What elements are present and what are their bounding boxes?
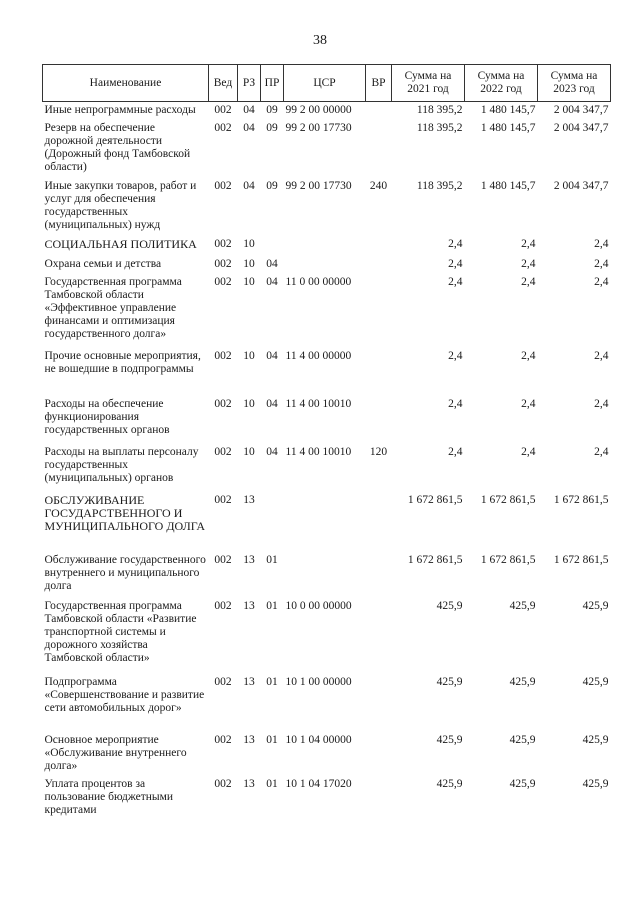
row-sum-2022: 425,9 (509, 733, 536, 746)
row-name: Государственная программа Тамбовской области «Развитие транспортной системы и дорожного хозяйства Тамбовской области» (44, 599, 197, 664)
row-sum-2021: 2,4 (448, 275, 463, 288)
row-sum-2023: 2,4 (594, 445, 609, 458)
header-pr: ПР (261, 65, 284, 102)
row-ved: 002 (214, 121, 232, 134)
row-sum-2023: 1 672 861,5 (553, 553, 609, 566)
row-sum-2022: 2,4 (521, 275, 536, 288)
row-ved: 002 (214, 349, 232, 362)
row-ved: 002 (214, 275, 232, 288)
row-ved: 002 (214, 599, 232, 612)
header-sum-2023: Сумма на 2023 год (538, 65, 611, 102)
table-row (43, 776, 611, 826)
row-ved: 002 (214, 777, 232, 790)
row-vr (366, 674, 392, 732)
row-sum-2021: 2,4 (448, 257, 463, 270)
header-sum-2022: Сумма на 2022 год (465, 65, 538, 102)
table-row (43, 674, 611, 732)
table-row (43, 178, 611, 236)
table-row (43, 256, 611, 274)
header-ved: Вед (209, 65, 238, 102)
row-vr (366, 256, 392, 274)
row-name: Иные закупки товаров, работ и услуг для обеспечения государственных (муниципальных) нужд (44, 179, 197, 231)
row-rz: 13 (243, 553, 255, 566)
row-name: Уплата процентов за пользование бюджетными кредитами (44, 777, 174, 816)
row-csr: 10 1 00 00000 (285, 675, 352, 688)
row-name: Иные непрограммные расходы (44, 104, 196, 116)
row-sum-2021: 1 672 861,5 (407, 493, 463, 506)
row-sum-2021: 118 395,2 (416, 121, 463, 134)
row-csr (284, 236, 366, 256)
row-sum-2022: 2,4 (521, 397, 536, 410)
row-rz: 13 (243, 675, 255, 688)
table-row (43, 732, 611, 776)
row-pr (261, 492, 284, 552)
row-pr: 04 (266, 445, 278, 458)
row-pr: 01 (266, 675, 278, 688)
table-row (43, 120, 611, 178)
row-csr: 10 1 04 17020 (285, 777, 352, 790)
table-row (43, 396, 611, 444)
header-sum-2021: Сумма на 2021 год (392, 65, 465, 102)
row-sum-2021: 2,4 (448, 237, 463, 250)
row-sum-2022: 2,4 (521, 445, 536, 458)
row-sum-2022: 1 480 145,7 (480, 104, 536, 116)
row-ved: 002 (214, 445, 232, 458)
row-sum-2023: 425,9 (582, 599, 609, 612)
row-vr (366, 236, 392, 256)
row-sum-2023: 2,4 (594, 397, 609, 410)
row-vr (366, 396, 392, 444)
row-sum-2021: 1 672 861,5 (407, 553, 463, 566)
row-sum-2022: 1 672 861,5 (480, 553, 536, 566)
row-pr: 04 (266, 275, 278, 288)
page-number: 38 (313, 33, 327, 48)
row-sum-2021: 425,9 (436, 777, 463, 790)
row-name: СОЦИАЛЬНАЯ ПОЛИТИКА (44, 236, 197, 251)
table-row (43, 236, 611, 256)
row-name: Подпрограмма «Совершенствование и развитие сети автомобильных дорог» (44, 675, 205, 714)
table-row (43, 274, 611, 348)
row-sum-2021: 118 395,2 (416, 104, 463, 116)
row-sum-2023: 2,4 (594, 237, 609, 250)
row-ved: 002 (214, 257, 232, 270)
row-rz: 10 (243, 397, 255, 410)
row-sum-2021: 2,4 (448, 397, 463, 410)
row-rz: 10 (243, 237, 255, 250)
table-row (43, 598, 611, 674)
row-name: Государственная программа Тамбовской области «Эффективное управление финансами и оптимизация государственного долга» (44, 275, 182, 340)
row-vr (366, 732, 392, 776)
table-row (43, 552, 611, 598)
row-pr (261, 236, 284, 256)
row-name: Резерв на обеспечение дорожной деятельности (Дорожный фонд Тамбовской области) (44, 121, 191, 173)
row-rz: 10 (243, 275, 255, 288)
row-sum-2021: 425,9 (436, 599, 463, 612)
row-vr (366, 274, 392, 348)
row-csr (284, 492, 366, 552)
row-pr: 01 (266, 777, 278, 790)
row-vr (366, 776, 392, 826)
table-row (43, 102, 611, 120)
row-sum-2022: 2,4 (521, 237, 536, 250)
budget-table (42, 64, 611, 826)
row-name: Обслуживание государственного внутреннего и муниципального долга (44, 553, 206, 592)
row-vr (366, 598, 392, 674)
row-sum-2023: 425,9 (582, 777, 609, 790)
row-rz: 04 (243, 104, 255, 116)
row-name: Расходы на обеспечение функционирования государственных органов (44, 397, 170, 436)
row-name: ОБСЛУЖИВАНИЕ ГОСУДАРСТВЕННОГО И МУНИЦИПАЛЬНОГО ДОЛГА (44, 492, 206, 533)
row-sum-2023: 2,4 (594, 349, 609, 362)
row-sum-2022: 1 672 861,5 (480, 493, 536, 506)
row-sum-2022: 1 480 145,7 (480, 121, 536, 134)
row-csr: 11 0 00 00000 (285, 275, 352, 288)
row-sum-2023: 2 004 347,7 (553, 179, 609, 192)
row-csr: 11 4 00 10010 (285, 397, 352, 410)
row-csr (284, 552, 366, 598)
header-vr: ВР (366, 65, 392, 102)
row-sum-2022: 425,9 (509, 599, 536, 612)
row-ved: 002 (214, 179, 232, 192)
row-sum-2023: 425,9 (582, 733, 609, 746)
row-pr: 09 (266, 179, 278, 192)
row-csr (284, 256, 366, 274)
row-rz: 13 (243, 777, 255, 790)
row-csr: 99 2 00 00000 (285, 104, 352, 116)
row-rz: 10 (243, 445, 255, 458)
table-row (43, 444, 611, 492)
row-sum-2023: 425,9 (582, 675, 609, 688)
row-csr: 99 2 00 17730 (285, 179, 352, 192)
row-sum-2022: 425,9 (509, 675, 536, 688)
row-rz: 04 (243, 121, 255, 134)
row-pr: 09 (266, 104, 278, 116)
table-row (43, 492, 611, 552)
row-pr: 04 (266, 257, 278, 270)
row-sum-2021: 2,4 (448, 445, 463, 458)
header-name: Наименование (43, 65, 209, 102)
row-pr: 01 (266, 733, 278, 746)
row-sum-2023: 1 672 861,5 (553, 493, 609, 506)
row-ved: 002 (214, 675, 232, 688)
row-name: Расходы на выплаты персоналу государственных (муниципальных) органов (44, 445, 199, 484)
row-sum-2022: 425,9 (509, 777, 536, 790)
row-rz: 13 (243, 493, 255, 506)
row-rz: 10 (243, 257, 255, 270)
row-sum-2021: 425,9 (436, 733, 463, 746)
row-csr: 10 0 00 00000 (285, 599, 352, 612)
row-sum-2022: 2,4 (521, 349, 536, 362)
row-ved: 002 (214, 553, 232, 566)
row-sum-2021: 2,4 (448, 349, 463, 362)
row-vr: 240 (369, 179, 388, 192)
row-vr (366, 102, 392, 120)
row-csr: 11 4 00 10010 (285, 445, 352, 458)
row-csr: 10 1 04 00000 (285, 733, 352, 746)
header-csr: ЦСР (284, 65, 366, 102)
table-header-row (43, 65, 611, 102)
row-rz: 10 (243, 349, 255, 362)
row-ved: 002 (214, 104, 232, 116)
row-sum-2022: 2,4 (521, 257, 536, 270)
row-name: Основное мероприятие «Обслуживание внутреннего долга» (44, 733, 187, 772)
row-pr: 01 (266, 553, 278, 566)
row-sum-2023: 2,4 (594, 257, 609, 270)
row-pr: 04 (266, 397, 278, 410)
row-vr (366, 120, 392, 178)
table-row (43, 348, 611, 396)
header-rz: РЗ (238, 65, 261, 102)
row-sum-2023: 2,4 (594, 275, 609, 288)
row-csr: 99 2 00 17730 (285, 121, 352, 134)
table-body (43, 102, 611, 826)
row-rz: 13 (243, 733, 255, 746)
row-pr: 01 (266, 599, 278, 612)
row-vr: 120 (369, 445, 388, 458)
row-ved: 002 (214, 493, 232, 506)
row-ved: 002 (214, 733, 232, 746)
row-sum-2023: 2 004 347,7 (553, 121, 609, 134)
row-vr (366, 552, 392, 598)
row-rz: 13 (243, 599, 255, 612)
row-vr (366, 348, 392, 396)
row-pr: 04 (266, 349, 278, 362)
row-sum-2022: 1 480 145,7 (480, 179, 536, 192)
row-sum-2023: 2 004 347,7 (553, 104, 609, 116)
row-name: Охрана семьи и детства (44, 257, 162, 270)
row-vr (366, 492, 392, 552)
row-ved: 002 (214, 397, 232, 410)
row-csr: 11 4 00 00000 (285, 349, 352, 362)
row-sum-2021: 118 395,2 (416, 179, 463, 192)
row-pr: 09 (266, 121, 278, 134)
row-rz: 04 (243, 179, 255, 192)
row-ved: 002 (214, 237, 232, 250)
row-name: Прочие основные мероприятия, не вошедшие в подпрограммы (44, 349, 201, 375)
row-sum-2021: 425,9 (436, 675, 463, 688)
